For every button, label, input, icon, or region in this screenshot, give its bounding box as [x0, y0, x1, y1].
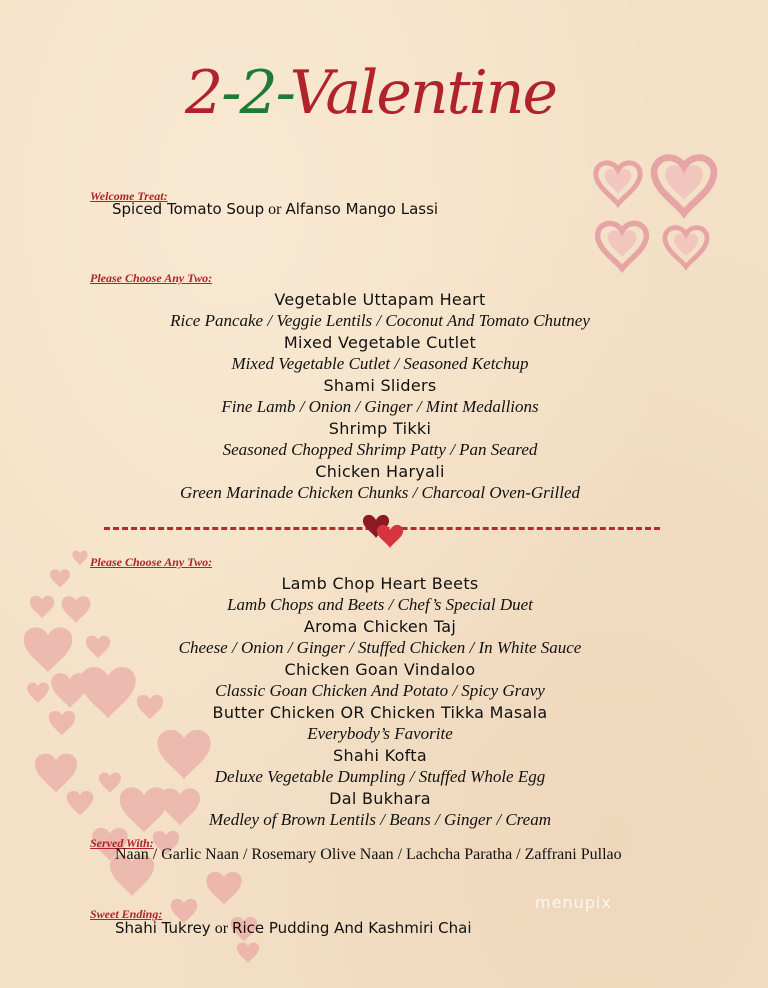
sweet-item-2: Rice Pudding And Kashmiri Chai	[232, 919, 472, 937]
dish-list-2	[90, 573, 670, 831]
sweet-or: or	[214, 920, 229, 937]
welcome-item-2: Alfanso Mango Lassi	[285, 200, 439, 218]
watermark: menupix	[535, 893, 612, 912]
dish-name: Butter Chicken OR Chicken Tikka Masala	[212, 703, 548, 722]
dish-list-1	[90, 289, 670, 504]
choose-two-label: Please Choose Any Two:	[90, 555, 213, 569]
dish-description: Classic Goan Chicken And Potato / Spicy Gravy	[215, 681, 545, 700]
dish-description: Medley of Brown Lentils / Beans / Ginger / Cream	[208, 810, 551, 829]
dish-description: Deluxe Vegetable Dumpling / Stuffed Whole Egg	[214, 767, 546, 786]
dish-name: Dal Bukhara	[329, 789, 431, 808]
sweet-ending-items	[115, 919, 472, 938]
dish-name: Chicken Haryali	[315, 462, 445, 481]
welcome-label: Welcome Treat:	[90, 189, 168, 203]
sweet-item-1: Shahi Tukrey	[115, 919, 211, 937]
dish-name: Lamb Chop Heart Beets	[281, 574, 479, 593]
dish-description: Fine Lamb / Onion / Ginger / Mint Medallions	[221, 397, 539, 416]
served-with-label: Served With:	[90, 836, 154, 850]
dish-description: Everybody’s Favorite	[307, 724, 453, 743]
choose-one-label: Please Choose Any Two:	[90, 271, 213, 285]
title-dash-1: -	[221, 58, 240, 128]
welcome-or: or	[268, 201, 282, 218]
dish-name: Mixed Vegetable Cutlet	[283, 333, 477, 352]
dish-name: Aroma Chicken Taj	[303, 617, 457, 636]
dish-description: Mixed Vegetable Cutlet / Seasoned Ketchup	[231, 354, 529, 373]
served-with-text: Naan / Garlic Naan / Rosemary Olive Naan / Lachcha Paratha / Zaffrani Pullao	[115, 846, 622, 863]
dish-name: Shami Sliders	[323, 376, 437, 395]
dish-description: Green Marinade Chicken Chunks / Charcoal Oven-Grilled	[179, 483, 581, 502]
dish-description: Lamb Chops and Beets / Chef’s Special Duet	[227, 595, 533, 614]
title-part-1: 2	[185, 58, 222, 128]
welcome-items	[112, 200, 438, 219]
hearts-decoration-right-icon	[588, 140, 728, 280]
title-part-3: Valentine	[289, 58, 556, 128]
title-dash-2: -	[275, 58, 290, 128]
dish-description: Seasoned Chopped Shrimp Patty / Pan Seared	[222, 440, 538, 459]
sweet-ending-label: Sweet Ending:	[90, 907, 163, 921]
menu-title	[185, 58, 605, 148]
title-part-2: 2	[239, 58, 276, 128]
dish-name: Vegetable Uttapam Heart	[274, 290, 486, 309]
dish-description: Cheese / Onion / Ginger / Stuffed Chicken / In White Sauce	[178, 638, 582, 657]
dish-name: Shahi Kofta	[333, 746, 427, 765]
double-heart-icon	[362, 510, 406, 550]
welcome-item-1: Spiced Tomato Soup	[112, 200, 265, 218]
dish-description: Rice Pancake / Veggie Lentils / Coconut And Tomato Chutney	[170, 311, 590, 330]
dish-name: Chicken Goan Vindaloo	[284, 660, 476, 679]
dish-name: Shrimp Tikki	[328, 419, 432, 438]
